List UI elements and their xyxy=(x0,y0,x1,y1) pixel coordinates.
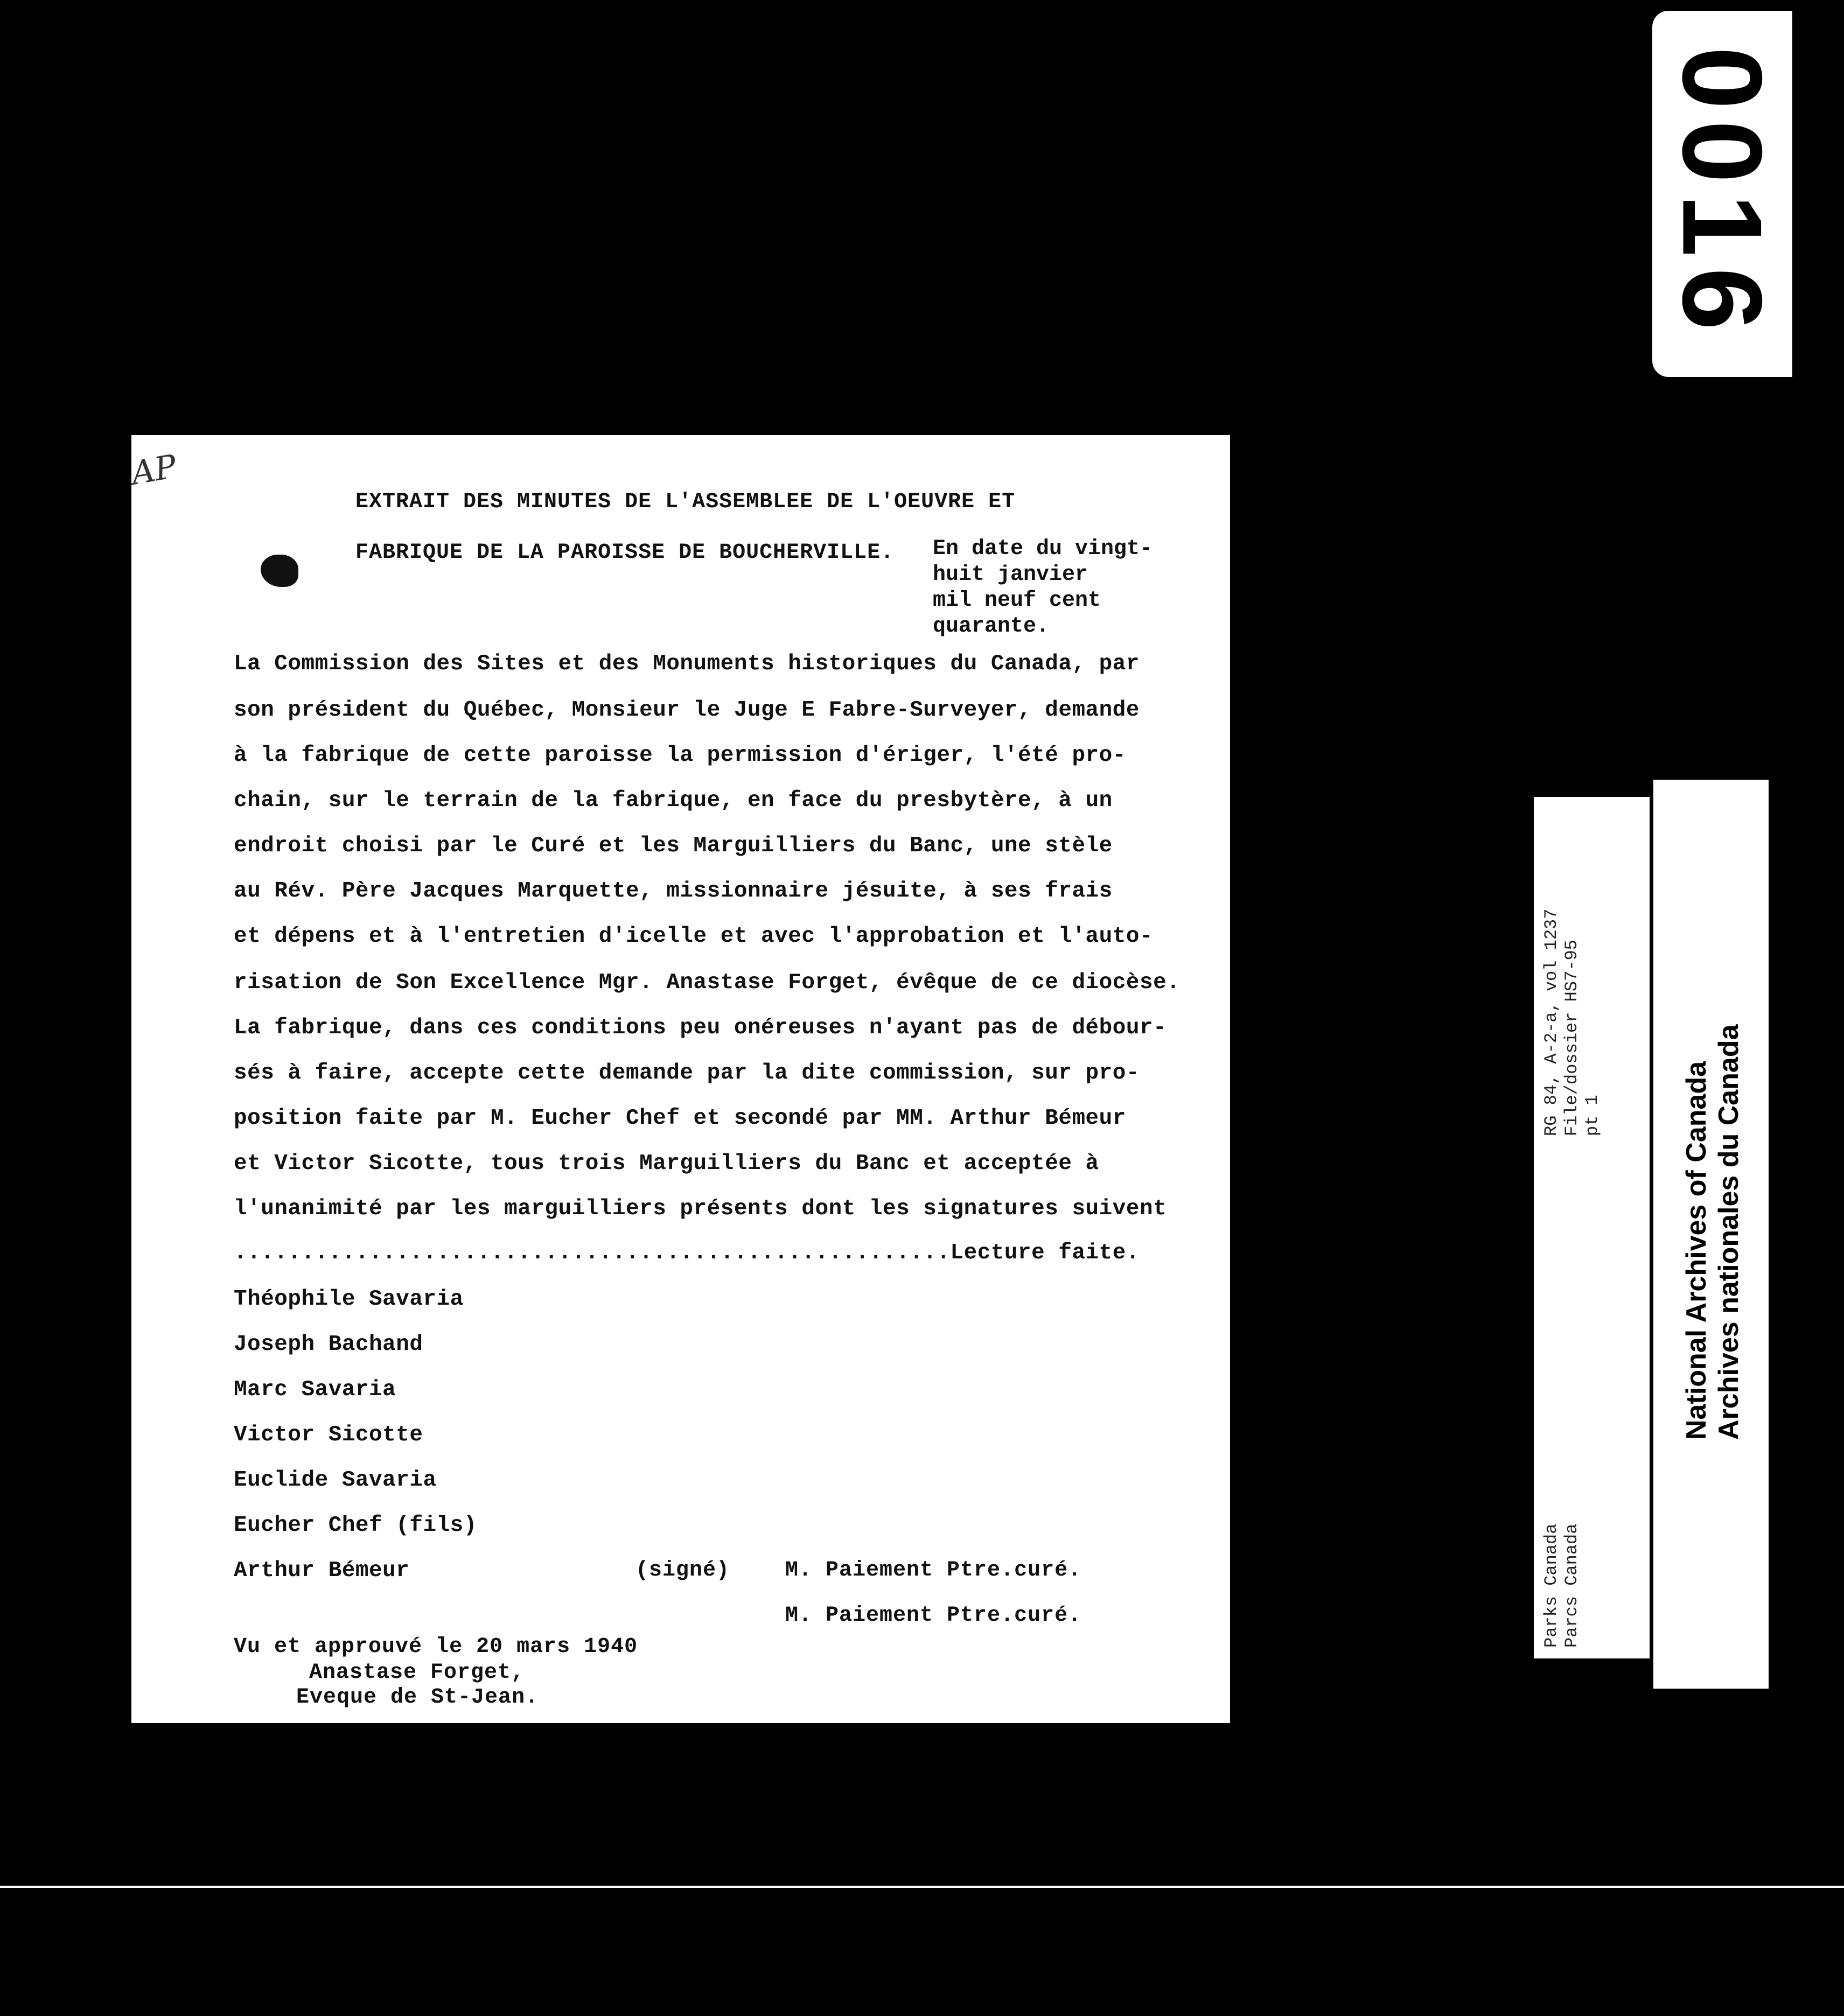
body-line: position faite par M. Eucher Chef et secondé par MM. Arthur Bémeur xyxy=(234,1106,1126,1131)
date-line: En date du vingt- xyxy=(933,537,1153,561)
title-line-1: EXTRAIT DES MINUTES DE L'ASSEMBLEE DE L'OEUVRE ET xyxy=(355,490,1016,514)
margin-mark: AP xyxy=(128,447,180,493)
body-line: endroit choisi par le Curé et les Marguilliers du Banc, une stèle xyxy=(234,834,1113,858)
reference-line-3: pt 1 xyxy=(1582,1095,1602,1136)
body-line: à la fabrique de cette paroisse la permission d'ériger, l'été pro- xyxy=(234,743,1126,768)
approval-title: Eveque de St-Jean. xyxy=(296,1685,539,1710)
document-page xyxy=(128,435,1230,1723)
date-line: huit janvier xyxy=(933,563,1088,587)
body-line: La Commission des Sites et des Monuments historiques du Canada, par xyxy=(234,652,1140,676)
title-line-2: FABRIQUE DE LA PAROISSE DE BOUCHERVILLE. xyxy=(355,541,895,565)
body-line: La fabrique, dans ces conditions peu onéreuses n'ayant pas de débour- xyxy=(234,1016,1167,1040)
approval-line: Vu et approuvé le 20 mars 1940 xyxy=(234,1635,638,1659)
archives-label xyxy=(1653,780,1769,1689)
body-line: et dépens et à l'entretien d'icelle et avec l'approbation et l'auto- xyxy=(234,924,1154,949)
film-edge-line xyxy=(0,1886,1844,1888)
signatory: Joseph Bachand xyxy=(234,1332,423,1357)
frame-number xyxy=(1652,11,1792,377)
archives-fr: Archives nationales du Canada xyxy=(1713,1024,1744,1440)
archives-en: National Archives of Canada xyxy=(1681,1061,1712,1440)
reference-line-2: File/dossier HS7-95 xyxy=(1562,940,1582,1136)
body-line: risation de Son Excellence Mgr. Anastase Forget, évêque de ce diocèse. xyxy=(234,970,1181,995)
cure-signature-1: M. Paiement Ptre.curé. xyxy=(785,1558,1082,1583)
body-line: l'unanimité par les marguilliers présents dont les signatures suivent xyxy=(234,1196,1167,1221)
date-line: quarante. xyxy=(933,614,1050,639)
signatory: Arthur Bémeur xyxy=(234,1558,410,1583)
ink-blot xyxy=(261,555,298,587)
reading-line: .....................................................Lecture faite. xyxy=(234,1241,1140,1265)
body-line: sés à faire, accepte cette demande par la dite commission, sur pro- xyxy=(234,1061,1140,1086)
signatory: Marc Savaria xyxy=(234,1377,396,1402)
date-line: mil neuf cent xyxy=(933,589,1101,613)
reference-line-1: RG 84, A-2-a, vol 1237 xyxy=(1541,908,1561,1136)
signatory: Euclide Savaria xyxy=(234,1468,437,1493)
signatory: Eucher Chef (fils) xyxy=(234,1513,477,1538)
cure-signature-2: M. Paiement Ptre.curé. xyxy=(785,1604,1082,1628)
reference-label xyxy=(1534,797,1650,1658)
date-block xyxy=(933,536,1152,640)
body-line: son président du Québec, Monsieur le Juge E Fabre-Surveyer, demande xyxy=(234,698,1140,723)
frame-number-text: 0016 xyxy=(1659,46,1786,341)
agency-fr: Parcs Canada xyxy=(1562,1523,1582,1648)
body-line: au Rév. Père Jacques Marquette, missionnaire jésuite, à ses frais xyxy=(234,879,1113,904)
agency-en: Parks Canada xyxy=(1541,1523,1561,1648)
signed-note: (signé) xyxy=(635,1558,730,1583)
signatory: Théophile Savaria xyxy=(234,1287,464,1312)
approval-name: Anastase Forget, xyxy=(309,1661,525,1685)
body-line: et Victor Sicotte, tous trois Marguilliers du Banc et acceptée à xyxy=(234,1151,1099,1176)
signatory: Victor Sicotte xyxy=(234,1423,423,1447)
body-line: chain, sur le terrain de la fabrique, en face du presbytère, à un xyxy=(234,788,1113,813)
